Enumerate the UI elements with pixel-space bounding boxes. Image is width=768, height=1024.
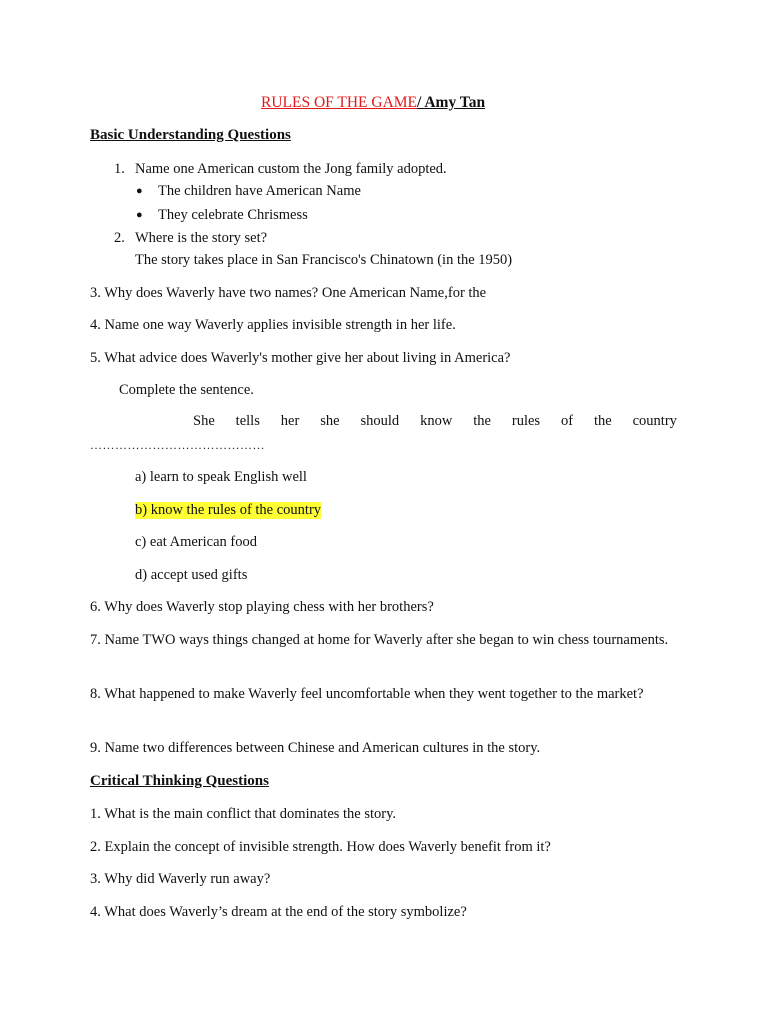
sentence-word: the <box>473 413 491 429</box>
option-c: c) eat American food <box>135 534 257 550</box>
sentence-word: know <box>420 413 453 429</box>
critical-q4: 4. What does Waverly’s dream at the end of the story symbolize? <box>90 904 467 920</box>
critical-q1: 1. What is the main conflict that dominates the story. <box>90 806 397 822</box>
sentence-word: the <box>593 413 612 429</box>
q1-number: 1. <box>114 161 125 177</box>
sentence-word: she <box>320 413 340 429</box>
q9-text: 9. Name two differences between Chinese and American cultures in the story. <box>90 740 541 756</box>
critical-q3: 3. Why did Waverly run away? <box>90 871 271 887</box>
q7-text: 7. Name TWO ways things changed at home for Waverly after she began to win chess tournaments. <box>90 632 669 648</box>
sentence-word: her <box>280 413 300 429</box>
blank-dots: …………………………………… <box>90 438 265 452</box>
sentence-line <box>193 413 677 430</box>
sentence-word: country <box>632 413 677 429</box>
q2-number: 2. <box>114 230 125 246</box>
critical-q2: 2. Explain the concept of invisible strength. How does Waverly benefit from it? <box>90 839 551 855</box>
sentence-word: rules <box>511 413 541 429</box>
section2-heading: Critical Thinking Questions <box>90 773 269 789</box>
q3-text: 3. Why does Waverly have two names? One American Name,for the <box>90 285 487 301</box>
title-main: RULES OF THE GAME <box>261 94 418 111</box>
q6-text: 6. Why does Waverly stop playing chess with her brothers? <box>90 599 434 615</box>
option-b-highlighted: b) know the rules of the country <box>135 502 322 518</box>
q1-text: Name one American custom the Jong family adopted. <box>135 161 447 177</box>
bullet-icon: ● <box>136 185 143 197</box>
document-title <box>261 94 485 112</box>
q1-bullet-1: The children have American Name <box>158 183 361 199</box>
sentence-word: should <box>360 413 400 429</box>
q5-text: 5. What advice does Waverly's mother give her about living in America? <box>90 350 511 366</box>
q4-text: 4. Name one way Waverly applies invisible strength in her life. <box>90 317 456 333</box>
complete-instruction: Complete the sentence. <box>119 382 254 398</box>
q2-text: Where is the story set? <box>135 230 268 246</box>
option-a: a) learn to speak English well <box>135 469 307 485</box>
q1-bullet-2: They celebrate Chrismess <box>158 207 308 223</box>
bullet-icon: ● <box>136 209 143 221</box>
q8-text: 8. What happened to make Waverly feel uncomfortable when they went together to the market? <box>90 686 644 702</box>
option-d: d) accept used gifts <box>135 567 248 583</box>
title-author: / Amy Tan <box>417 94 486 111</box>
q2-answer: The story takes place in San Francisco's Chinatown (in the 1950) <box>135 252 513 268</box>
section1-heading: Basic Understanding Questions <box>90 127 291 143</box>
sentence-word: of <box>560 413 574 429</box>
sentence-word: She <box>193 413 215 429</box>
sentence-word: tells <box>235 413 260 429</box>
